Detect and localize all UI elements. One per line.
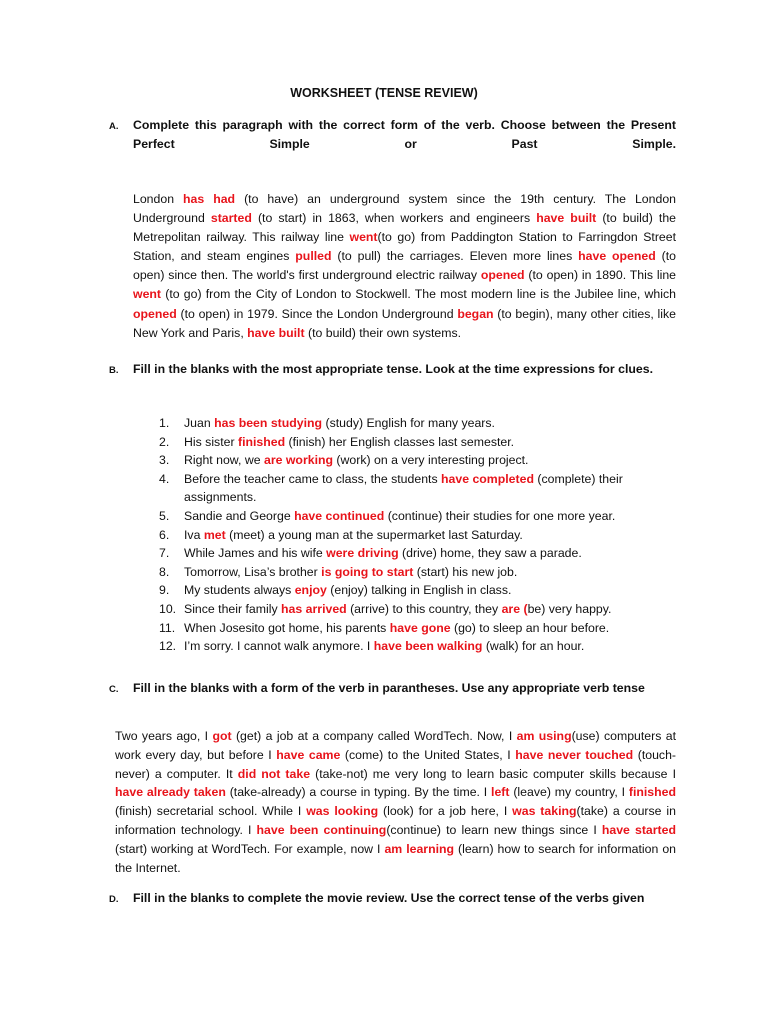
answer-text: have built [536,211,597,226]
list-item [133,470,653,507]
answer-text: has arrived [281,601,347,616]
prompt-text: (to begin), many other cities, like New York and Paris, [133,306,676,340]
prompt-text: (continue) to learn new things since I [386,822,602,837]
prompt-text: Since their family [184,601,282,616]
answer-text: have completed [441,471,534,486]
item-number: 1. [159,416,170,430]
list-item [133,563,653,582]
list-item [133,600,653,619]
item-number: 4. [159,471,170,486]
answer-text: finished [628,785,676,800]
answer-text: are ( [501,601,528,616]
item-number: 8. [159,564,170,579]
section-d-letter: D. [109,894,119,905]
answer-text: went [133,287,162,302]
list-item [133,414,653,433]
answer-text: have opened [578,249,656,264]
section-b-instruction: Fill in the blanks with the most appropriate tense. Look at the time expressions for clues. [133,362,653,376]
section-a-instruction: Complete this paragraph with the correct form of the verb. Choose between the Present Perfect Simple or Past Simple. [133,118,676,151]
answer-text: was looking [306,804,379,819]
list-item [133,581,653,600]
prompt-text: (to build) their own systems. [304,325,462,340]
prompt-text: (finish) secretarial school. While I [115,804,307,819]
answer-text: am learning [384,841,455,856]
answer-text: has been studying [214,416,323,430]
prompt-text: Iva [184,527,204,542]
prompt-text: (arrive) to this country, they [346,601,502,616]
list-item [133,619,653,638]
prompt-text: Tomorrow, Lisa’s brother [184,564,322,579]
item-number: 6. [159,527,170,542]
section-b-letter: B. [109,365,119,376]
prompt-text: (drive) home, they saw a parade. [398,546,582,561]
item-number: 2. [159,434,170,449]
answer-text: have built [247,325,305,340]
prompt-text: (complete) their assignments. [184,471,623,505]
answer-text: is going to start [321,564,414,579]
prompt-text: (leave) my country, I [509,785,629,800]
prompt-text: (start) working at WordTech. For example, now I [115,841,385,856]
answer-text: did not take [237,766,311,781]
prompt-text: Right now, we [184,453,264,468]
answer-text: are working [263,453,334,468]
item-number: 5. [159,508,170,523]
answer-text: left [491,785,510,800]
prompt-text: (work) on a very interesting project. [333,453,529,468]
section-c-letter: C. [109,684,119,695]
answer-text: opened [133,306,177,321]
answer-text: opened [480,268,525,283]
prompt-text: Before the teacher came to class, the students [184,471,442,486]
prompt-text: (enjoy) talking in English in class. [326,583,512,598]
prompt-text: (to build) the Metrepolitan railway. This railway line [133,211,677,245]
prompt-text: (touch-never) a computer. It [115,747,676,781]
prompt-text: (study) English for many years. [322,416,495,430]
answer-text: have been continuing [256,822,387,837]
item-number: 10. [159,601,177,616]
prompt-text: (walk) for an hour. [482,639,585,654]
answer-text: have started [601,822,676,837]
answer-text: went [349,230,378,245]
prompt-text: be) very happy. [527,601,612,616]
answer-text: have continued [294,508,385,523]
prompt-text: (start) his new job. [413,564,518,579]
answer-text: started [210,211,252,226]
prompt-text: While James and his wife [184,546,327,561]
list-item [133,637,653,656]
prompt-text: (take-already) a course in typing. By the time. I [225,785,492,800]
prompt-text: (learn) how to search for information on the Internet. [115,841,676,875]
prompt-text: (to open) since then. The world's first underground electric railway [133,249,676,283]
list-item [133,544,653,563]
prompt-text: (use) computers at work every day, but before I [115,729,677,762]
prompt-text: (to start) in 1863, when workers and engineers [251,211,537,226]
answer-text: am using [516,729,572,743]
section-c-paragraph [115,727,676,877]
answer-text: met [203,527,226,542]
prompt-text: (to open) in 1890. This line [524,268,676,283]
prompt-text: (come) to the United States, I [340,747,516,762]
list-item [133,433,653,452]
answer-text: have never touched [515,747,634,762]
answer-text: were driving [326,546,399,561]
section-d-instruction: Fill in the blanks to complete the movie review. Use the correct tense of the verbs given [133,891,645,905]
answer-text: have gone [389,620,451,635]
prompt-text: Juan [184,416,215,430]
answer-text: got [212,729,232,743]
list-item [133,507,653,526]
prompt-text: (get) a job at a company called WordTech. Now, I [231,729,517,743]
prompt-text: (to open) in 1979. Since the London Underground [176,306,458,321]
section-b-list [133,414,653,656]
prompt-text: His sister [184,434,238,449]
prompt-text: (to pull) the carriages. Eleven more lines [331,249,579,264]
answer-text: enjoy [294,583,327,598]
prompt-text: (take) a course in information technology. I [115,804,676,837]
prompt-text: I’m sorry. I cannot walk anymore. I [184,639,374,654]
prompt-text: My students always [184,583,295,598]
answer-text: finished [237,434,286,449]
prompt-text: (meet) a young man at the supermarket last Saturday. [225,527,523,542]
item-number: 9. [159,583,170,598]
prompt-text: (to go) from the City of London to Stockwell. The most modern line is the Jubilee line, which [161,287,676,302]
prompt-text: When Josesito got home, his parents [184,620,390,635]
list-item [133,526,653,545]
item-number: 11. [159,620,176,635]
answer-text: began [457,306,494,321]
prompt-text: Two years ago, I [115,729,213,743]
prompt-text: London [133,192,184,206]
item-number: 3. [159,453,170,468]
section-c-instruction: Fill in the blanks with a form of the verb in parantheses. Use any appropriate verb tense [133,681,645,695]
prompt-text: (go) to sleep an hour before. [450,620,610,635]
prompt-text: (to go) from Paddington Station to Farringdon Street Station, and steam engines [133,230,677,264]
answer-text: was taking [512,804,577,819]
answer-text: has had [183,192,236,206]
section-a-paragraph [133,190,676,343]
answer-text: pulled [295,249,332,264]
prompt-text: (take-not) me very long to learn basic computer skills because I [310,766,676,781]
item-number: 7. [159,546,170,561]
list-item [133,451,653,470]
prompt-text: (look) for a job here, I [378,804,513,819]
prompt-text: (to have) an underground system since the 19th century. The London Underground [133,192,677,226]
answer-text: have came [276,747,341,762]
section-a-letter: A. [109,121,119,132]
answer-text: have been walking [373,639,483,654]
item-number: 12. [159,639,177,654]
prompt-text: (finish) her English classes last semester. [285,434,515,449]
prompt-text: (continue) their studies for one more year. [384,508,616,523]
worksheet-title: WORKSHEET (TENSE REVIEW) [290,86,478,100]
answer-text: have already taken [115,785,226,800]
prompt-text: Sandie and George [184,508,295,523]
